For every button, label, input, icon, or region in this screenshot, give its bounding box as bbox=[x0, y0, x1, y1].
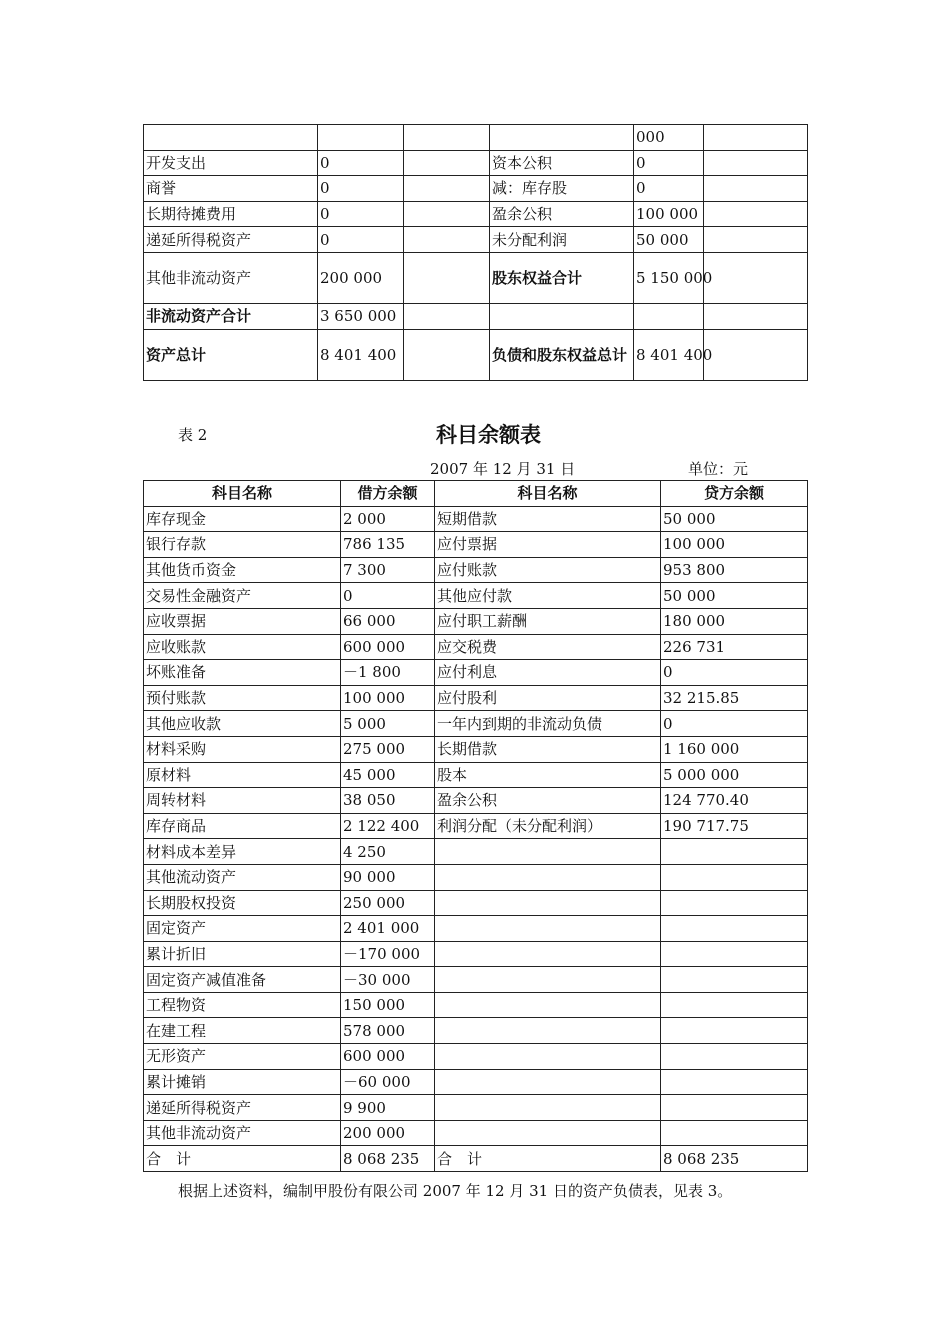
column-header: 科目名称 bbox=[435, 481, 661, 507]
cell: 库存商品 bbox=[144, 813, 341, 839]
cell bbox=[661, 839, 808, 865]
cell: 盈余公积 bbox=[435, 788, 661, 814]
cell bbox=[404, 125, 490, 151]
cell: 3 650 000 bbox=[318, 303, 404, 329]
cell bbox=[661, 1095, 808, 1121]
column-header: 科目名称 bbox=[144, 481, 341, 507]
cell: 股本 bbox=[435, 762, 661, 788]
cell: 周转材料 bbox=[144, 788, 341, 814]
cell: 其他货币资金 bbox=[144, 557, 341, 583]
cell bbox=[661, 1120, 808, 1146]
cell bbox=[435, 1018, 661, 1044]
cell: 150 000 bbox=[341, 992, 435, 1018]
cell: 7 300 bbox=[341, 557, 435, 583]
cell: 66 000 bbox=[341, 608, 435, 634]
cell: 0 bbox=[318, 227, 404, 253]
table-header-row bbox=[144, 481, 808, 507]
cell: 9 900 bbox=[341, 1095, 435, 1121]
cell: 0 bbox=[634, 176, 704, 202]
table-row bbox=[144, 890, 808, 916]
cell bbox=[661, 864, 808, 890]
cell: 8 401 400 bbox=[634, 329, 704, 380]
table-row bbox=[144, 227, 808, 253]
cell: 5 000 000 bbox=[661, 762, 808, 788]
cell: 盈余公积 bbox=[490, 201, 634, 227]
cell: －30 000 bbox=[341, 967, 435, 993]
cell: 递延所得税资产 bbox=[144, 227, 318, 253]
cell: 应交税费 bbox=[435, 634, 661, 660]
cell bbox=[490, 303, 634, 329]
table-row bbox=[144, 1120, 808, 1146]
table-row bbox=[144, 1018, 808, 1044]
cell: －1 800 bbox=[341, 660, 435, 686]
table-row bbox=[144, 864, 808, 890]
table-row bbox=[144, 557, 808, 583]
cell: 利润分配（未分配利润） bbox=[435, 813, 661, 839]
cell: 200 000 bbox=[318, 252, 404, 303]
cell bbox=[435, 1095, 661, 1121]
cell: 材料采购 bbox=[144, 736, 341, 762]
cell: 应付账款 bbox=[435, 557, 661, 583]
cell: 其他非流动资产 bbox=[144, 1120, 341, 1146]
cell: 合 计 bbox=[144, 1146, 341, 1172]
cell: 长期股权投资 bbox=[144, 890, 341, 916]
table-row bbox=[144, 967, 808, 993]
cell bbox=[661, 941, 808, 967]
cell: 578 000 bbox=[341, 1018, 435, 1044]
cell: 合 计 bbox=[435, 1146, 661, 1172]
cell: 190 717.75 bbox=[661, 813, 808, 839]
cell: 工程物资 bbox=[144, 992, 341, 1018]
cell: 资本公积 bbox=[490, 150, 634, 176]
footnote-paragraph: 根据上述资料，编制甲股份有限公司 2007 年 12 月 31 日的资产负债表，见表 3。 bbox=[178, 1182, 733, 1200]
cell: 5 150 000 bbox=[634, 252, 704, 303]
cell: 短期借款 bbox=[435, 506, 661, 532]
liabilities-equity-total-label: 负债和股东权益总计 bbox=[490, 329, 634, 380]
noncurrent-assets-total-label: 非流动资产合计 bbox=[144, 303, 318, 329]
table-row bbox=[144, 532, 808, 558]
cell bbox=[435, 941, 661, 967]
cell: 累计摊销 bbox=[144, 1069, 341, 1095]
cell: 250 000 bbox=[341, 890, 435, 916]
table-row bbox=[144, 992, 808, 1018]
table-row bbox=[144, 150, 808, 176]
table-row bbox=[144, 941, 808, 967]
table-row bbox=[144, 1146, 808, 1172]
cell: 2 000 bbox=[341, 506, 435, 532]
cell bbox=[404, 176, 490, 202]
cell bbox=[661, 1044, 808, 1070]
table-row bbox=[144, 125, 808, 151]
column-header: 贷方余额 bbox=[661, 481, 808, 507]
cell: 应付票据 bbox=[435, 532, 661, 558]
table-row bbox=[144, 916, 808, 942]
cell: 600 000 bbox=[341, 1044, 435, 1070]
cell: 32 215.85 bbox=[661, 685, 808, 711]
table-row bbox=[144, 736, 808, 762]
cell: 预付账款 bbox=[144, 685, 341, 711]
cell: 应收票据 bbox=[144, 608, 341, 634]
cell: 未分配利润 bbox=[490, 227, 634, 253]
account-balance-table bbox=[143, 480, 808, 1172]
cell: 100 000 bbox=[661, 532, 808, 558]
cell bbox=[435, 916, 661, 942]
cell bbox=[435, 864, 661, 890]
cell: 坏账准备 bbox=[144, 660, 341, 686]
table-title: 科目余额表 bbox=[436, 423, 541, 447]
cell bbox=[435, 1044, 661, 1070]
cell bbox=[634, 303, 704, 329]
cell: 0 bbox=[341, 583, 435, 609]
cell: 8 401 400 bbox=[318, 329, 404, 380]
cell: 应付股利 bbox=[435, 685, 661, 711]
cell: 0 bbox=[661, 660, 808, 686]
cell bbox=[435, 839, 661, 865]
cell: 其他应付款 bbox=[435, 583, 661, 609]
table-row bbox=[144, 839, 808, 865]
table-row bbox=[144, 608, 808, 634]
cell: 开发支出 bbox=[144, 150, 318, 176]
balance-sheet-continuation-table bbox=[143, 124, 808, 381]
cell: 0 bbox=[634, 150, 704, 176]
cell bbox=[661, 916, 808, 942]
cell: 交易性金融资产 bbox=[144, 583, 341, 609]
cell: 0 bbox=[318, 201, 404, 227]
cell: 应付职工薪酬 bbox=[435, 608, 661, 634]
cell: 100 000 bbox=[634, 201, 704, 227]
cell bbox=[404, 252, 490, 303]
cell: 180 000 bbox=[661, 608, 808, 634]
cell: 固定资产 bbox=[144, 916, 341, 942]
table-row bbox=[144, 711, 808, 737]
table-row bbox=[144, 176, 808, 202]
cell bbox=[435, 890, 661, 916]
table-row bbox=[144, 303, 808, 329]
cell bbox=[404, 201, 490, 227]
cell bbox=[435, 967, 661, 993]
cell: 786 135 bbox=[341, 532, 435, 558]
cell: 45 000 bbox=[341, 762, 435, 788]
cell bbox=[661, 992, 808, 1018]
cell: 200 000 bbox=[341, 1120, 435, 1146]
cell: 2 401 000 bbox=[341, 916, 435, 942]
table-row bbox=[144, 201, 808, 227]
cell: 2 122 400 bbox=[341, 813, 435, 839]
table-row bbox=[144, 634, 808, 660]
table-row bbox=[144, 583, 808, 609]
table-row bbox=[144, 506, 808, 532]
cell bbox=[404, 227, 490, 253]
cell bbox=[704, 303, 808, 329]
cell: 50 000 bbox=[634, 227, 704, 253]
table-row bbox=[144, 660, 808, 686]
cell: 000 bbox=[634, 125, 704, 151]
column-header: 借方余额 bbox=[341, 481, 435, 507]
cell: 其他流动资产 bbox=[144, 864, 341, 890]
cell: 600 000 bbox=[341, 634, 435, 660]
cell: 应收账款 bbox=[144, 634, 341, 660]
cell: 100 000 bbox=[341, 685, 435, 711]
cell: 库存现金 bbox=[144, 506, 341, 532]
cell: 90 000 bbox=[341, 864, 435, 890]
cell: 1 160 000 bbox=[661, 736, 808, 762]
cell: 953 800 bbox=[661, 557, 808, 583]
cell bbox=[704, 125, 808, 151]
cell bbox=[318, 125, 404, 151]
table-row bbox=[144, 788, 808, 814]
cell: 递延所得税资产 bbox=[144, 1095, 341, 1121]
table-row bbox=[144, 685, 808, 711]
cell: 0 bbox=[318, 176, 404, 202]
cell: 50 000 bbox=[661, 506, 808, 532]
cell: 其他非流动资产 bbox=[144, 252, 318, 303]
cell: 无形资产 bbox=[144, 1044, 341, 1070]
cell bbox=[704, 201, 808, 227]
cell: 在建工程 bbox=[144, 1018, 341, 1044]
cell: 4 250 bbox=[341, 839, 435, 865]
equity-total-label: 股东权益合计 bbox=[490, 252, 634, 303]
cell: 50 000 bbox=[661, 583, 808, 609]
cell bbox=[704, 329, 808, 380]
cell bbox=[404, 150, 490, 176]
cell: 38 050 bbox=[341, 788, 435, 814]
cell: 长期借款 bbox=[435, 736, 661, 762]
cell: 材料成本差异 bbox=[144, 839, 341, 865]
table-unit: 单位：元 bbox=[688, 460, 749, 478]
cell bbox=[435, 1120, 661, 1146]
total-assets-label: 资产总计 bbox=[144, 329, 318, 380]
cell bbox=[661, 1018, 808, 1044]
cell bbox=[404, 303, 490, 329]
cell: 应付利息 bbox=[435, 660, 661, 686]
table-row bbox=[144, 762, 808, 788]
cell bbox=[704, 227, 808, 253]
cell bbox=[435, 992, 661, 1018]
cell bbox=[490, 125, 634, 151]
cell: 275 000 bbox=[341, 736, 435, 762]
cell: 226 731 bbox=[661, 634, 808, 660]
cell bbox=[661, 1069, 808, 1095]
table-date: 2007 年 12 月 31 日 bbox=[430, 460, 576, 478]
cell: 8 068 235 bbox=[341, 1146, 435, 1172]
cell: 减：库存股 bbox=[490, 176, 634, 202]
cell bbox=[704, 176, 808, 202]
cell bbox=[704, 150, 808, 176]
cell: 8 068 235 bbox=[661, 1146, 808, 1172]
cell: －60 000 bbox=[341, 1069, 435, 1095]
cell: 其他应收款 bbox=[144, 711, 341, 737]
cell: 5 000 bbox=[341, 711, 435, 737]
cell: 原材料 bbox=[144, 762, 341, 788]
cell bbox=[144, 125, 318, 151]
table-row bbox=[144, 1069, 808, 1095]
cell bbox=[435, 1069, 661, 1095]
cell: 固定资产减值准备 bbox=[144, 967, 341, 993]
cell: 长期待摊费用 bbox=[144, 201, 318, 227]
cell: 一年内到期的非流动负债 bbox=[435, 711, 661, 737]
cell: －170 000 bbox=[341, 941, 435, 967]
cell: 累计折旧 bbox=[144, 941, 341, 967]
cell bbox=[661, 890, 808, 916]
cell: 0 bbox=[318, 150, 404, 176]
cell: 124 770.40 bbox=[661, 788, 808, 814]
table-row bbox=[144, 1044, 808, 1070]
cell bbox=[704, 252, 808, 303]
table-number-label: 表 2 bbox=[178, 426, 208, 444]
table-row bbox=[144, 329, 808, 380]
cell bbox=[404, 329, 490, 380]
table-row bbox=[144, 252, 808, 303]
table-row bbox=[144, 1095, 808, 1121]
table-row bbox=[144, 813, 808, 839]
cell: 银行存款 bbox=[144, 532, 341, 558]
cell bbox=[661, 967, 808, 993]
cell: 0 bbox=[661, 711, 808, 737]
cell: 商誉 bbox=[144, 176, 318, 202]
